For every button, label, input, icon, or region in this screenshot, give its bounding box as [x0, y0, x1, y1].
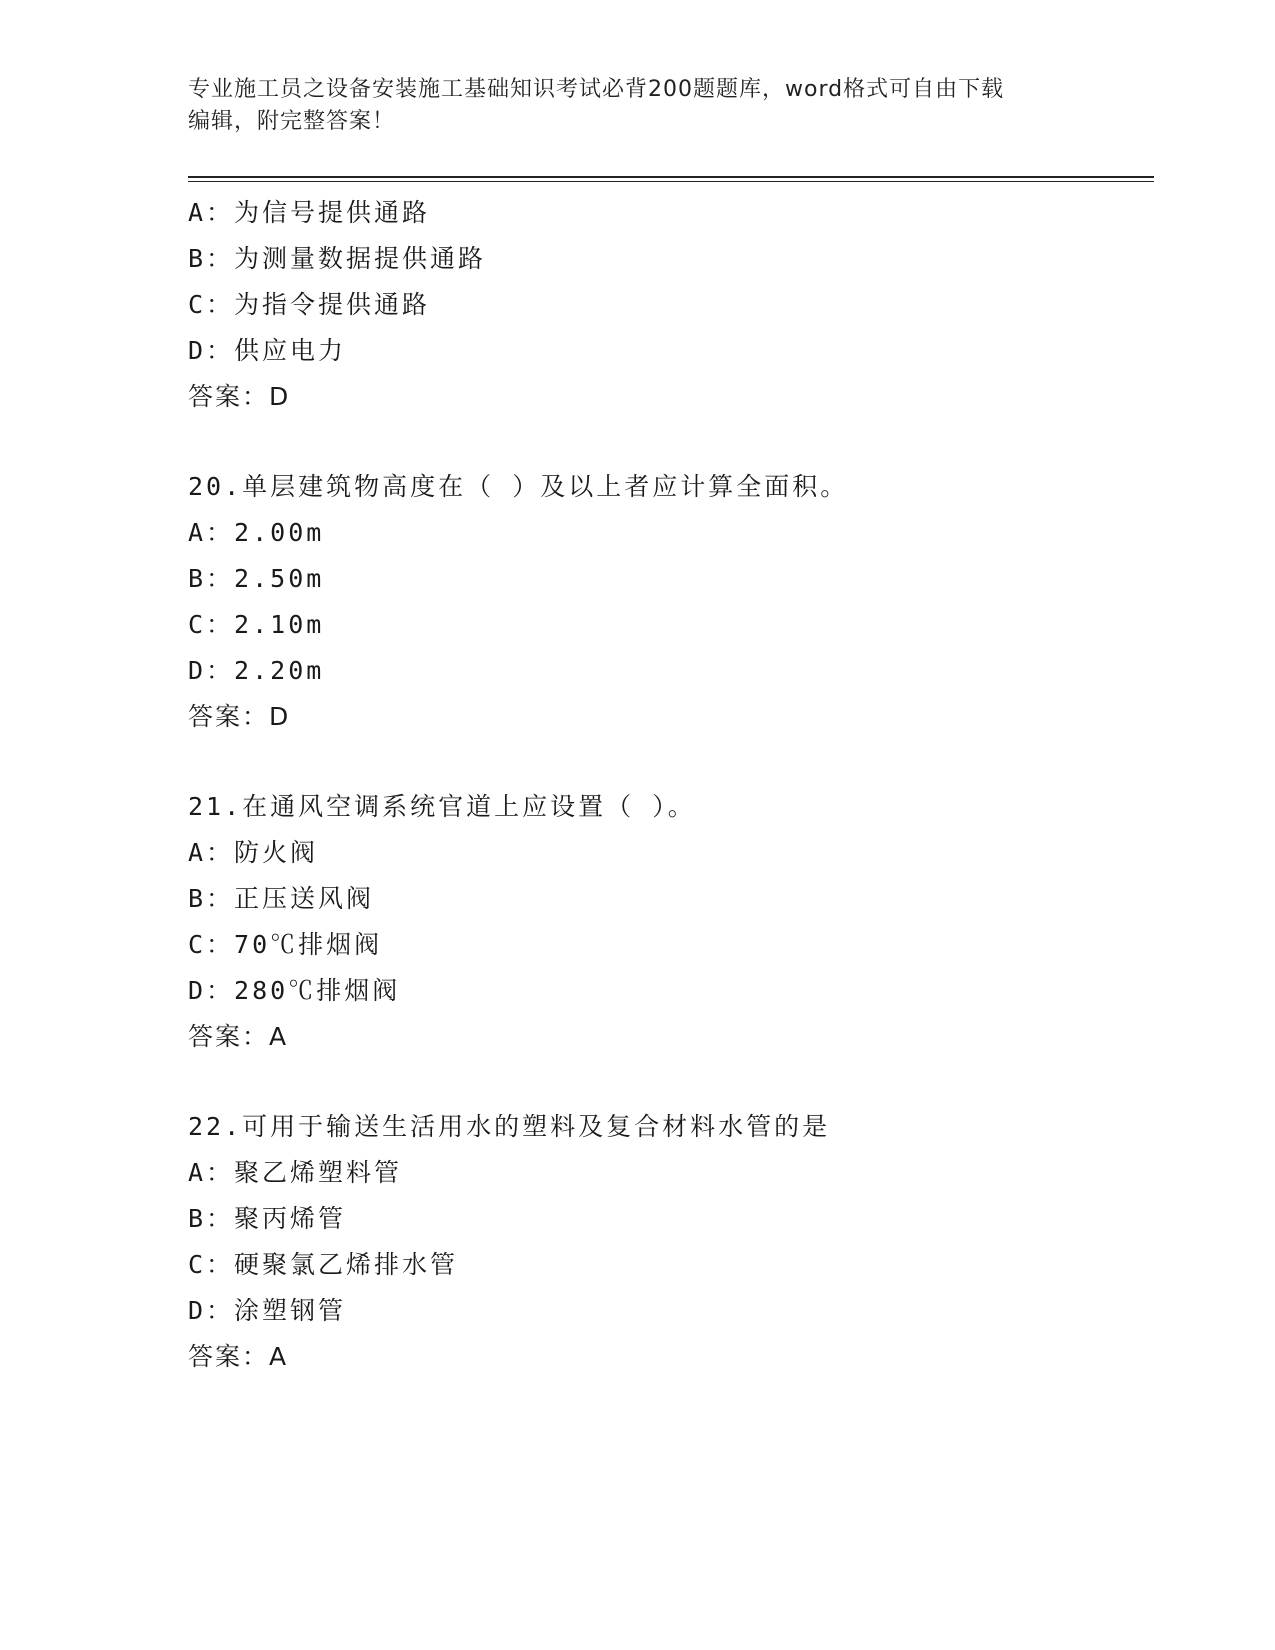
option-a: A：2.00m: [188, 518, 325, 547]
header-title-line-2: 编辑，附完整答案！: [188, 109, 396, 134]
option-b: B：2.50m: [188, 564, 325, 593]
option-b: B：正压送风阀: [188, 884, 375, 913]
question-block-22: [188, 1104, 1148, 1380]
option-c: C：为指令提供通路: [188, 290, 431, 319]
answer-line: 答案：D: [188, 702, 291, 731]
question-stem: 22.可用于输送生活用水的塑料及复合材料水管的是: [188, 1112, 831, 1141]
option-a: A：防火阀: [188, 838, 319, 867]
question-stem: 21.在通风空调系统官道上应设置（ ）。: [188, 792, 696, 821]
option-c: C：70℃排烟阀: [188, 930, 383, 959]
option-a: A：聚乙烯塑料管: [188, 1158, 403, 1187]
answer-line: 答案：A: [188, 1342, 289, 1371]
question-block-21: [188, 784, 1148, 1060]
answer-line: 答案：A: [188, 1022, 289, 1051]
option-c: C：2.10m: [188, 610, 325, 639]
option-c: C：硬聚氯乙烯排水管: [188, 1250, 459, 1279]
question-block-19: [188, 190, 1148, 420]
option-d: D：涂塑钢管: [188, 1296, 347, 1325]
spacer: [188, 740, 1148, 784]
header-divider-bottom: [188, 181, 1154, 182]
option-d: D：2.20m: [188, 656, 325, 685]
question-list: [188, 190, 1148, 1380]
option-d: D：280℃排烟阀: [188, 976, 401, 1005]
option-b: B：聚丙烯管: [188, 1204, 347, 1233]
document-header: [188, 74, 1068, 138]
answer-line: 答案：D: [188, 382, 291, 411]
question-stem: 20.单层建筑物高度在（ ）及以上者应计算全面积。: [188, 472, 849, 501]
spacer: [188, 1060, 1148, 1104]
option-b: B：为测量数据提供通路: [188, 244, 487, 273]
header-divider-top: [188, 176, 1154, 178]
option-a: A：为信号提供通路: [188, 198, 431, 227]
header-title-line-1: 专业施工员之设备安装施工基础知识考试必背200题题库，word格式可自由下载: [188, 77, 1005, 102]
option-d: D：供应电力: [188, 336, 347, 365]
spacer: [188, 420, 1148, 464]
question-block-20: [188, 464, 1148, 740]
